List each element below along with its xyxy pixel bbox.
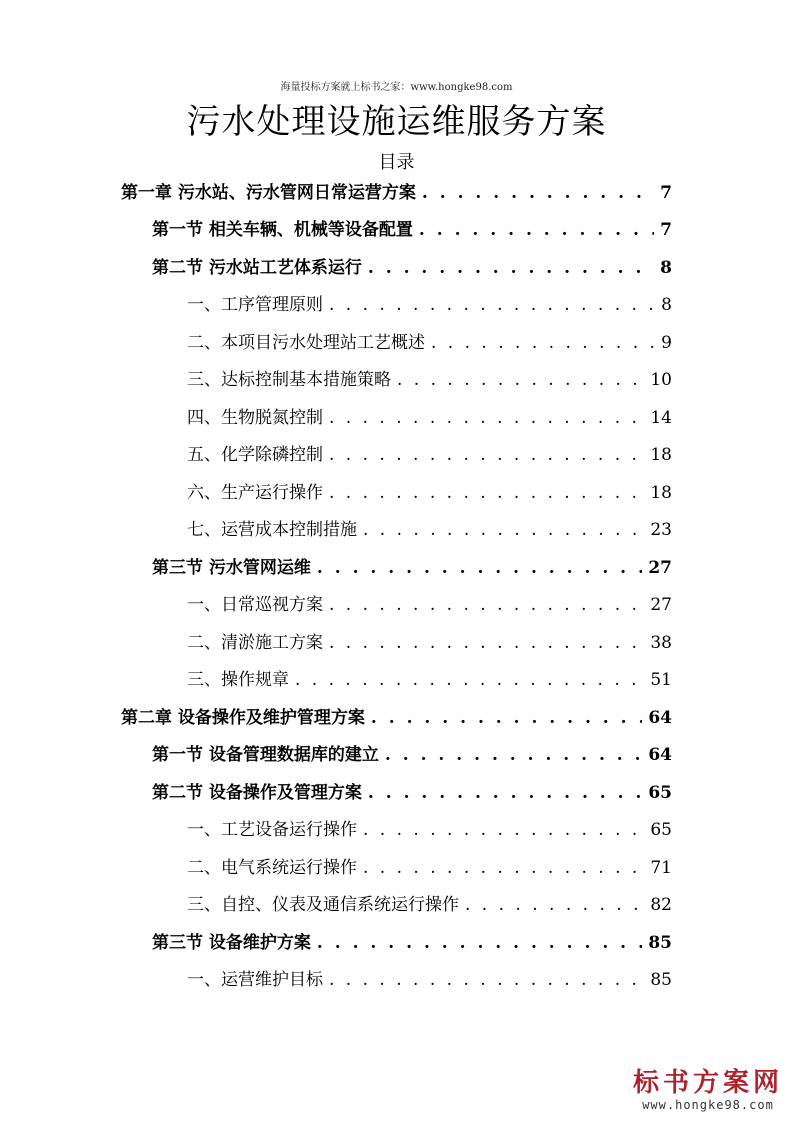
- toc-entry[interactable]: [187, 590, 672, 620]
- toc-entry-page: 27: [650, 595, 672, 615]
- toc-entry-text: 四、生物脱氮控制: [187, 408, 323, 428]
- toc-leader-dots: [371, 703, 642, 733]
- toc-leader-dots: [419, 215, 654, 245]
- toc-entry-page: 51: [650, 670, 672, 690]
- toc-leader-dots: [329, 290, 655, 320]
- toc-entry-page: 8: [661, 295, 672, 315]
- toc-entry-text: 第一节 设备管理数据库的建立: [152, 745, 379, 765]
- toc-entry-text: 一、日常巡视方案: [187, 595, 323, 615]
- toc-leader-dots: [363, 815, 644, 845]
- toc-entry-text: 一、工序管理原则: [187, 295, 323, 315]
- toc-entry-text: 二、电气系统运行操作: [187, 858, 357, 878]
- toc-entry[interactable]: [187, 440, 672, 470]
- toc-entry[interactable]: [152, 740, 672, 770]
- watermark-url: www.hongke98.com: [642, 1098, 774, 1112]
- toc-entry-text: 第三节 设备维护方案: [152, 933, 311, 953]
- toc-entry[interactable]: [187, 890, 672, 920]
- toc-entry[interactable]: [152, 928, 672, 958]
- toc-leader-dots: [363, 515, 644, 545]
- toc-entry-page: 82: [650, 895, 672, 915]
- toc-entry-page: 10: [650, 370, 672, 390]
- toc-entry-page: 65: [650, 820, 672, 840]
- toc-entry[interactable]: [152, 778, 672, 808]
- toc-entry-page: 9: [661, 333, 672, 353]
- toc-entry-page: 23: [650, 520, 672, 540]
- toc-entry-text: 一、运营维护目标: [187, 970, 323, 990]
- toc-entry-text: 三、自控、仪表及通信系统运行操作: [187, 895, 459, 915]
- toc-leader-dots: [422, 178, 654, 208]
- toc-entry[interactable]: [152, 215, 672, 245]
- toc-entry[interactable]: [152, 253, 672, 283]
- toc-leader-dots: [317, 928, 642, 958]
- toc-entry-page: 65: [648, 783, 672, 803]
- watermark-logo: [633, 1068, 783, 1112]
- toc-entry-page: 71: [650, 858, 672, 878]
- toc-entry-text: 第三节 污水管网运维: [152, 558, 311, 578]
- toc-entry[interactable]: [187, 853, 672, 883]
- toc-leader-dots: [465, 890, 644, 920]
- toc-entry[interactable]: [187, 290, 672, 320]
- toc-entry-page: 7: [660, 183, 672, 203]
- toc-leader-dots: [385, 740, 642, 770]
- toc-entry[interactable]: [187, 628, 672, 658]
- toc-entry-text: 第一章 污水站、污水管网日常运营方案: [121, 183, 416, 203]
- toc-entry-page: 7: [660, 220, 672, 240]
- toc-entry-page: 85: [650, 970, 672, 990]
- toc-leader-dots: [329, 628, 644, 658]
- toc-entry[interactable]: [187, 403, 672, 433]
- toc-entry[interactable]: [187, 965, 672, 995]
- toc-entry[interactable]: [152, 553, 672, 583]
- toc-leader-dots: [329, 590, 644, 620]
- toc-entry-text: 一、工艺设备运行操作: [187, 820, 357, 840]
- toc-entry-text: 第二节 设备操作及管理方案: [152, 783, 362, 803]
- toc-entry-page: 14: [650, 408, 672, 428]
- toc-entry-page: 85: [648, 933, 672, 953]
- toc-entry-text: 七、运营成本控制措施: [187, 520, 357, 540]
- toc-entry-page: 18: [650, 483, 672, 503]
- toc-entry-page: 64: [648, 745, 672, 765]
- toc-entry[interactable]: [187, 515, 672, 545]
- toc-leader-dots: [295, 665, 644, 695]
- toc-leader-dots: [368, 778, 642, 808]
- toc-entry-page: 8: [660, 258, 672, 278]
- toc-entry[interactable]: [187, 365, 672, 395]
- toc-leader-dots: [329, 478, 644, 508]
- toc-entry-text: 第二章 设备操作及维护管理方案: [121, 708, 365, 728]
- toc-entry-page: 64: [648, 708, 672, 728]
- toc-leader-dots: [329, 965, 644, 995]
- toc-entry-text: 五、化学除磷控制: [187, 445, 323, 465]
- document-title: 污水处理设施运维服务方案: [186, 102, 607, 142]
- toc-entry[interactable]: [187, 328, 672, 358]
- watermark-name: 标书方案网: [633, 1068, 784, 1098]
- toc-leader-dots: [368, 253, 654, 283]
- toc-entry-text: 六、生产运行操作: [187, 483, 323, 503]
- toc-leader-dots: [317, 553, 642, 583]
- toc-entry-text: 三、达标控制基本措施策略: [187, 370, 391, 390]
- toc-entry-text: 第二节 污水站工艺体系运行: [152, 258, 362, 278]
- toc-leader-dots: [431, 328, 655, 358]
- toc-entry-text: 二、本项目污水处理站工艺概述: [187, 333, 425, 353]
- toc-leader-dots: [329, 403, 644, 433]
- toc-entry-page: 27: [648, 558, 672, 578]
- toc-entry-page: 18: [650, 445, 672, 465]
- toc-entry[interactable]: [121, 703, 672, 733]
- toc-heading: 目录: [378, 152, 415, 173]
- toc-entry[interactable]: [187, 478, 672, 508]
- toc-entry-page: 38: [650, 633, 672, 653]
- toc-entry[interactable]: [121, 178, 672, 208]
- toc-leader-dots: [363, 853, 644, 883]
- toc-entry[interactable]: [187, 665, 672, 695]
- toc-entry-text: 第一节 相关车辆、机械等设备配置: [152, 220, 413, 240]
- header-note: 海量投标方案就上标书之家：www.hongke98.com: [280, 82, 513, 93]
- toc-entry[interactable]: [187, 815, 672, 845]
- toc-entry-text: 二、清淤施工方案: [187, 633, 323, 653]
- toc-leader-dots: [397, 365, 644, 395]
- toc-leader-dots: [329, 440, 644, 470]
- toc-entry-text: 三、操作规章: [187, 670, 289, 690]
